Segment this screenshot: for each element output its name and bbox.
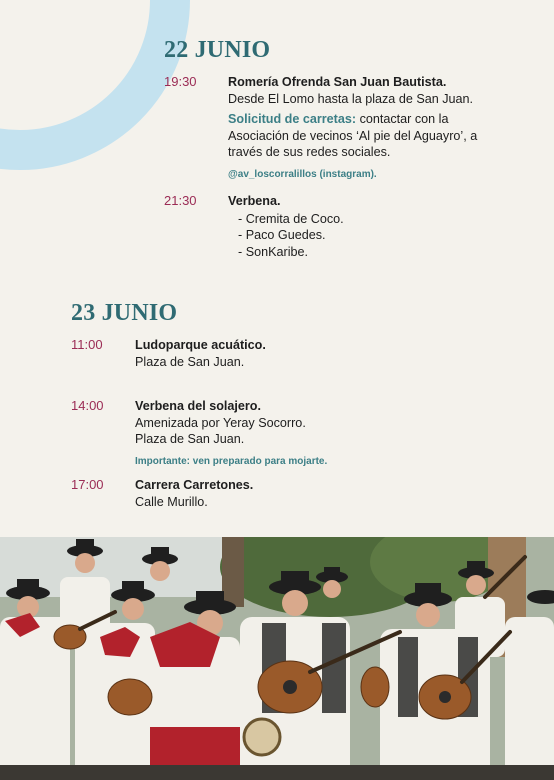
performer-item: - Paco Guedes.: [238, 228, 326, 242]
event-details: [135, 477, 455, 510]
photo-illustration: [0, 537, 554, 780]
event-details: [135, 398, 455, 470]
event-line: Amenizada por Yeray Socorro.: [135, 415, 306, 430]
event-time: 17:00: [71, 477, 104, 492]
note-line: Asociación de vecinos ‘Al pie del Aguayro’, a: [228, 128, 478, 143]
event-title: Romería Ofrenda San Juan Bautista.: [228, 75, 447, 89]
event-details: [135, 337, 455, 370]
important-note: Importante: ven preparado para mojarte.: [135, 455, 328, 467]
folk-musicians-photo: [0, 537, 554, 780]
performer-list: [228, 211, 528, 261]
performer-item: - Cremita de Coco.: [238, 211, 344, 226]
note-line: través de sus redes sociales.: [228, 145, 391, 159]
day-heading-23-junio: 23 JUNIO: [71, 300, 178, 326]
note-rest: contactar con la: [356, 112, 449, 126]
event-line: Desde El Lomo hasta la plaza de San Juan.: [228, 91, 474, 106]
event-details: [228, 193, 528, 260]
day-heading-22-junio: 22 JUNIO: [164, 37, 271, 63]
instagram-handle-link[interactable]: @av_loscorralillos (instagram).: [228, 168, 377, 180]
note-highlight: Solicitud de carretas:: [228, 112, 357, 126]
event-time: 14:00: [71, 398, 104, 413]
event-line: Plaza de San Juan.: [135, 354, 245, 369]
event-title: Verbena del solajero.: [135, 399, 261, 413]
event-title: Ludoparque acuático.: [135, 338, 266, 352]
event-title: Carrera Carretones.: [135, 478, 254, 492]
performer-item: - SonKaribe.: [238, 244, 309, 259]
event-title: Verbena.: [228, 194, 281, 208]
event-time: 21:30: [164, 193, 197, 208]
event-note: [228, 111, 528, 128]
event-details: [228, 74, 528, 183]
event-time: 19:30: [164, 74, 197, 89]
event-line: Plaza de San Juan.: [135, 432, 245, 446]
event-line: Calle Murillo.: [135, 494, 208, 509]
event-time: 11:00: [71, 337, 103, 352]
decorative-arc: [0, 0, 190, 170]
